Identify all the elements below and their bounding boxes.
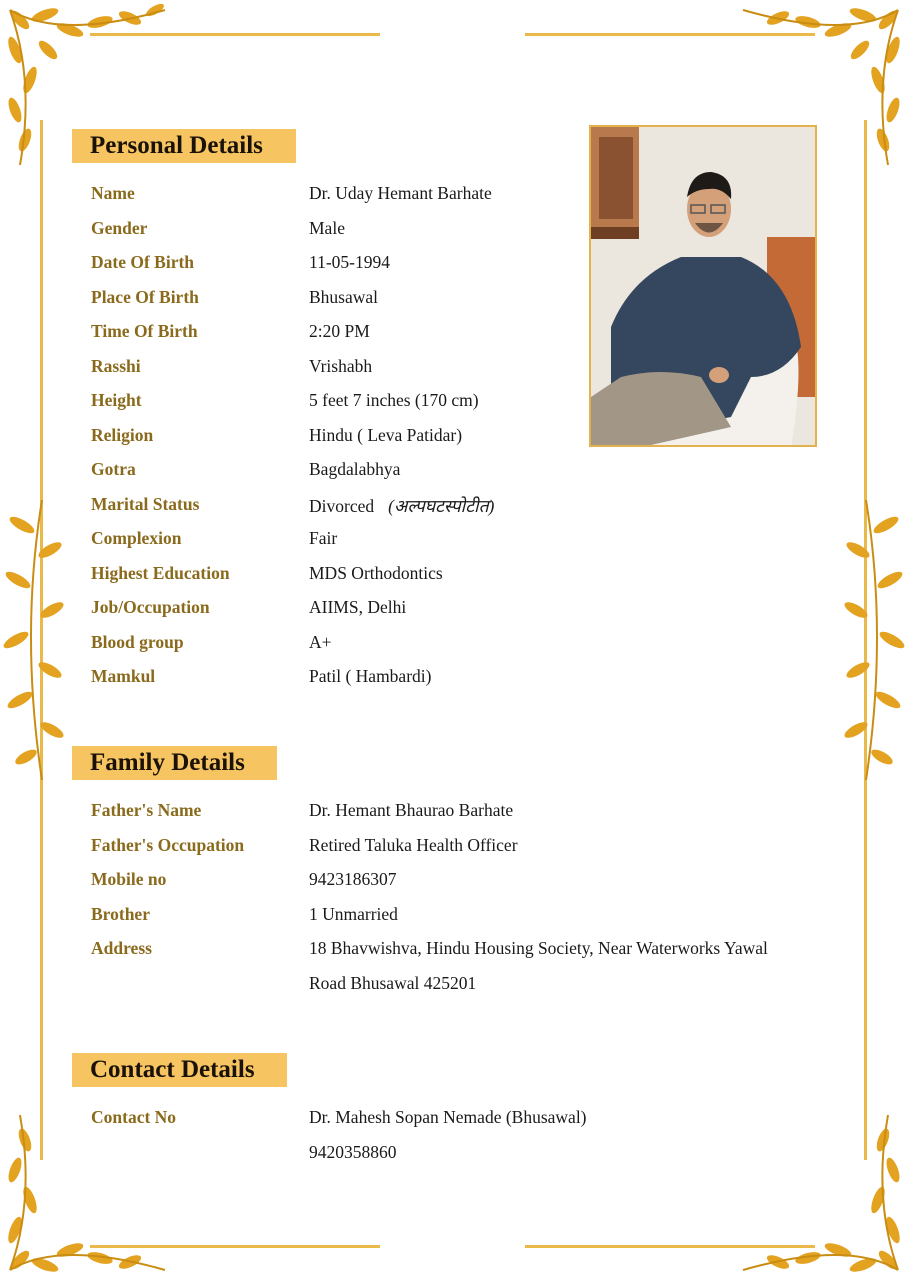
field-label: Rasshi: [91, 356, 141, 376]
field-label: Height: [91, 390, 142, 410]
field-value: 9420358860: [309, 1142, 397, 1162]
field-value: [309, 494, 494, 518]
field-value: Male: [309, 218, 345, 238]
side-ornament-right-icon: [838, 495, 908, 785]
field-value: 1 Unmarried: [309, 904, 398, 924]
personal-row: [91, 528, 831, 556]
field-value: Vrishabh: [309, 356, 373, 376]
field-label: Time Of Birth: [91, 321, 198, 341]
profile-photo: [589, 125, 817, 447]
field-value: MDS Orthodontics: [309, 563, 443, 583]
field-label: Mobile no: [91, 869, 167, 889]
family-details-heading: Family Details: [72, 746, 277, 780]
marital-status-value: Divorced: [309, 496, 375, 516]
field-label: Contact No: [91, 1107, 177, 1127]
field-label: Marital Status: [91, 494, 200, 514]
field-label: Date Of Birth: [91, 252, 195, 272]
field-value: Bagdalabhya: [309, 459, 401, 479]
personal-row: [91, 597, 831, 625]
personal-row: [91, 632, 831, 660]
field-label: Father's Name: [91, 800, 202, 820]
field-label: Complexion: [91, 528, 182, 548]
family-row: [91, 938, 831, 966]
field-value: A+: [309, 632, 332, 652]
field-label: Name: [91, 183, 135, 203]
field-value: Hindu ( Leva Patidar): [309, 425, 463, 445]
field-value: 11-05-1994: [309, 252, 391, 272]
profile-photo-icon: [591, 127, 815, 445]
field-value: 2:20 PM: [309, 321, 370, 341]
field-value: Dr. Mahesh Sopan Nemade (Bhusawal): [309, 1107, 587, 1127]
field-value: 18 Bhavwishva, Hindu Housing Society, Near Waterworks Yawal: [309, 938, 768, 958]
field-value: Dr. Uday Hemant Barhate: [309, 183, 492, 203]
field-label: Religion: [91, 425, 154, 445]
family-row: [91, 904, 831, 932]
contact-row: [91, 1107, 831, 1135]
personal-details-heading: Personal Details: [72, 129, 296, 163]
contact-row-continued: [91, 1142, 831, 1170]
field-value: Retired Taluka Health Officer: [309, 835, 518, 855]
field-label: Address: [91, 938, 152, 958]
field-value: Patil ( Hambardi): [309, 666, 432, 686]
field-value: 5 feet 7 inches (170 cm): [309, 390, 479, 410]
family-row: [91, 835, 831, 863]
field-label: Brother: [91, 904, 150, 924]
field-label: Gender: [91, 218, 148, 238]
side-ornament-left-icon: [0, 495, 70, 785]
personal-row: [91, 459, 831, 487]
family-row-continued: [91, 973, 831, 1001]
family-row: [91, 800, 831, 828]
field-value: Dr. Hemant Bhaurao Barhate: [309, 800, 514, 820]
family-row: [91, 869, 831, 897]
personal-row: [91, 666, 831, 694]
personal-row: [91, 494, 831, 522]
field-value: Road Bhusawal 425201: [309, 973, 477, 993]
field-value: AIIMS, Delhi: [309, 597, 407, 617]
field-label: Father's Occupation: [91, 835, 245, 855]
field-label: Job/Occupation: [91, 597, 210, 617]
marital-status-note: (अल्पघटस्पोटीत): [388, 496, 495, 516]
personal-row: [91, 563, 831, 591]
field-label: Place Of Birth: [91, 287, 199, 307]
field-value: 9423186307: [309, 869, 397, 889]
contact-details-heading: Contact Details: [72, 1053, 287, 1087]
field-value: Bhusawal: [309, 287, 379, 307]
field-label: Blood group: [91, 632, 184, 652]
field-label: Mamkul: [91, 666, 156, 686]
field-value: Fair: [309, 528, 338, 548]
field-label: Gotra: [91, 459, 136, 479]
field-label: Highest Education: [91, 563, 230, 583]
